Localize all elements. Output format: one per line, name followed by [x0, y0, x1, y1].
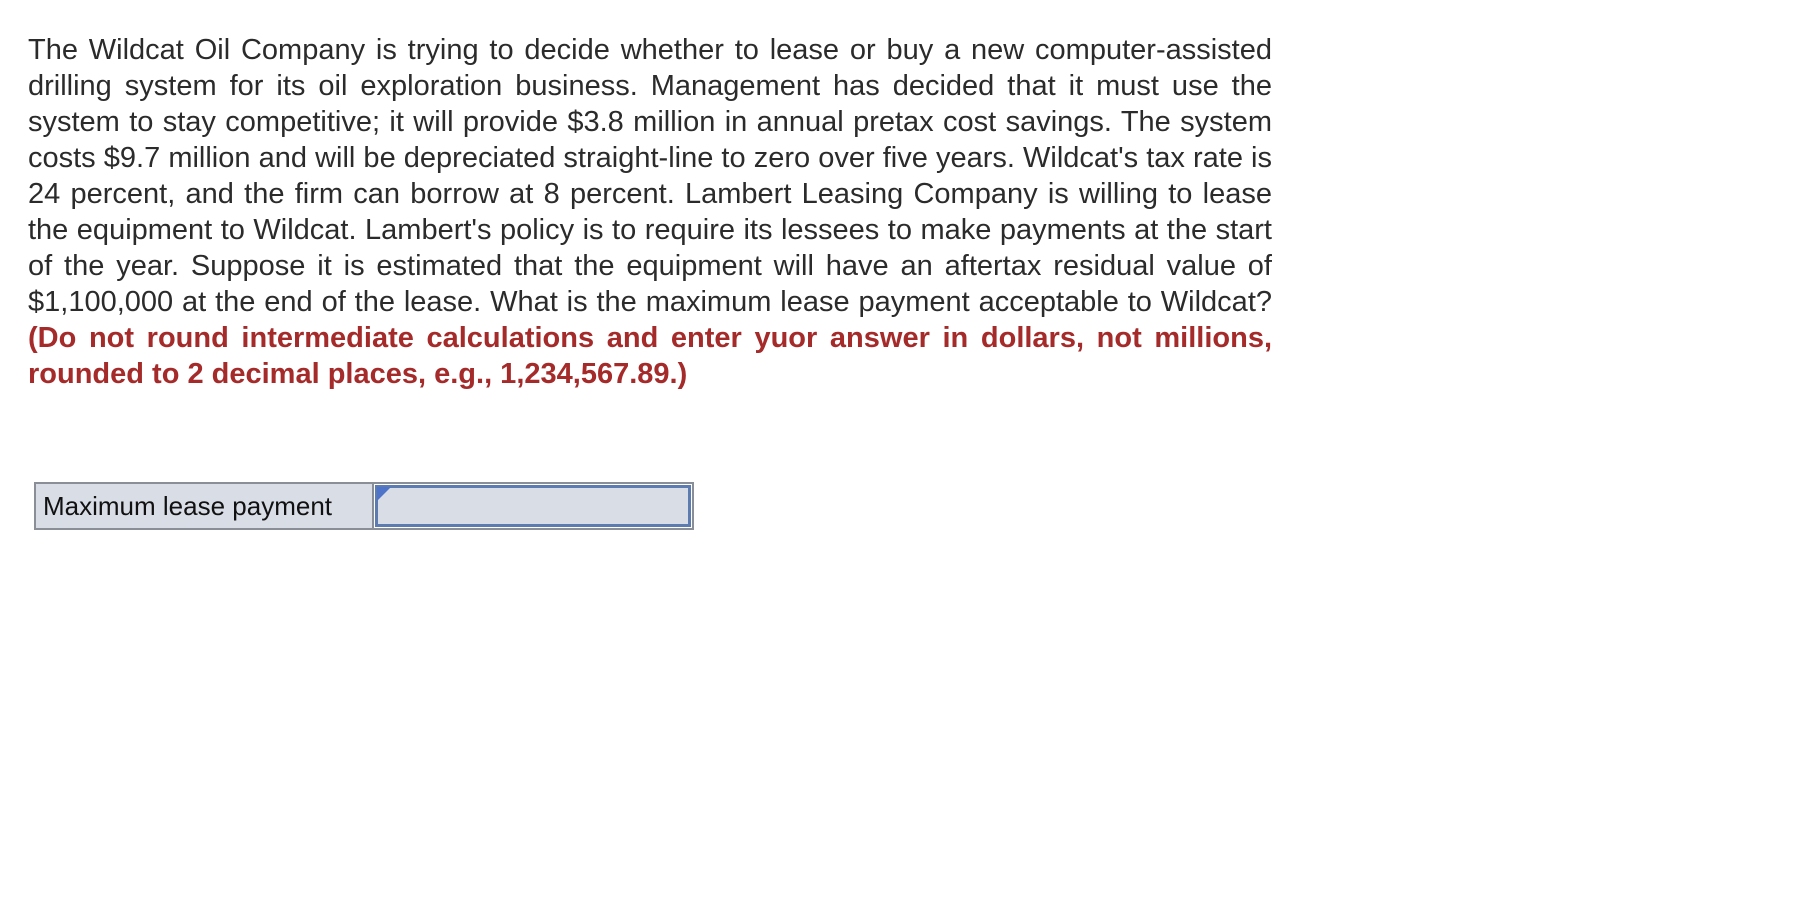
question-instruction: (Do not round intermediate calculations and enter yuor answer in dollars, not millions, rounded to 2 decimal places, e.g., 1,234,567.89.) — [28, 322, 1272, 390]
maximum-lease-payment-input[interactable] — [375, 485, 691, 527]
question-text-block — [28, 32, 1272, 392]
answer-label: Maximum lease payment — [36, 484, 374, 528]
answer-table — [34, 482, 694, 530]
question-body: The Wildcat Oil Company is trying to decide whether to lease or buy a new computer-assisted drilling system for its oil exploration business. Management has decided that it must use the system to stay competitive; it will provide $3.8 million in annual pretax cost savings. The system costs $9.7 million and will be depreciated straight-line to zero over five years. Wildcat's tax rate is 24 percent, and the firm can borrow at 8 percent. Lambert Leasing Company is willing to lease the equipment to Wildcat. Lambert's policy is to require its lessees to make payments at the start of the year. Suppose it is estimated that the equipment will have an aftertax residual value of $1,100,000 at the end of the lease. What is the maximum lease payment acceptable to Wildcat? — [28, 34, 1272, 318]
triangle-marker-icon — [377, 487, 391, 501]
answer-cell[interactable] — [374, 484, 692, 528]
